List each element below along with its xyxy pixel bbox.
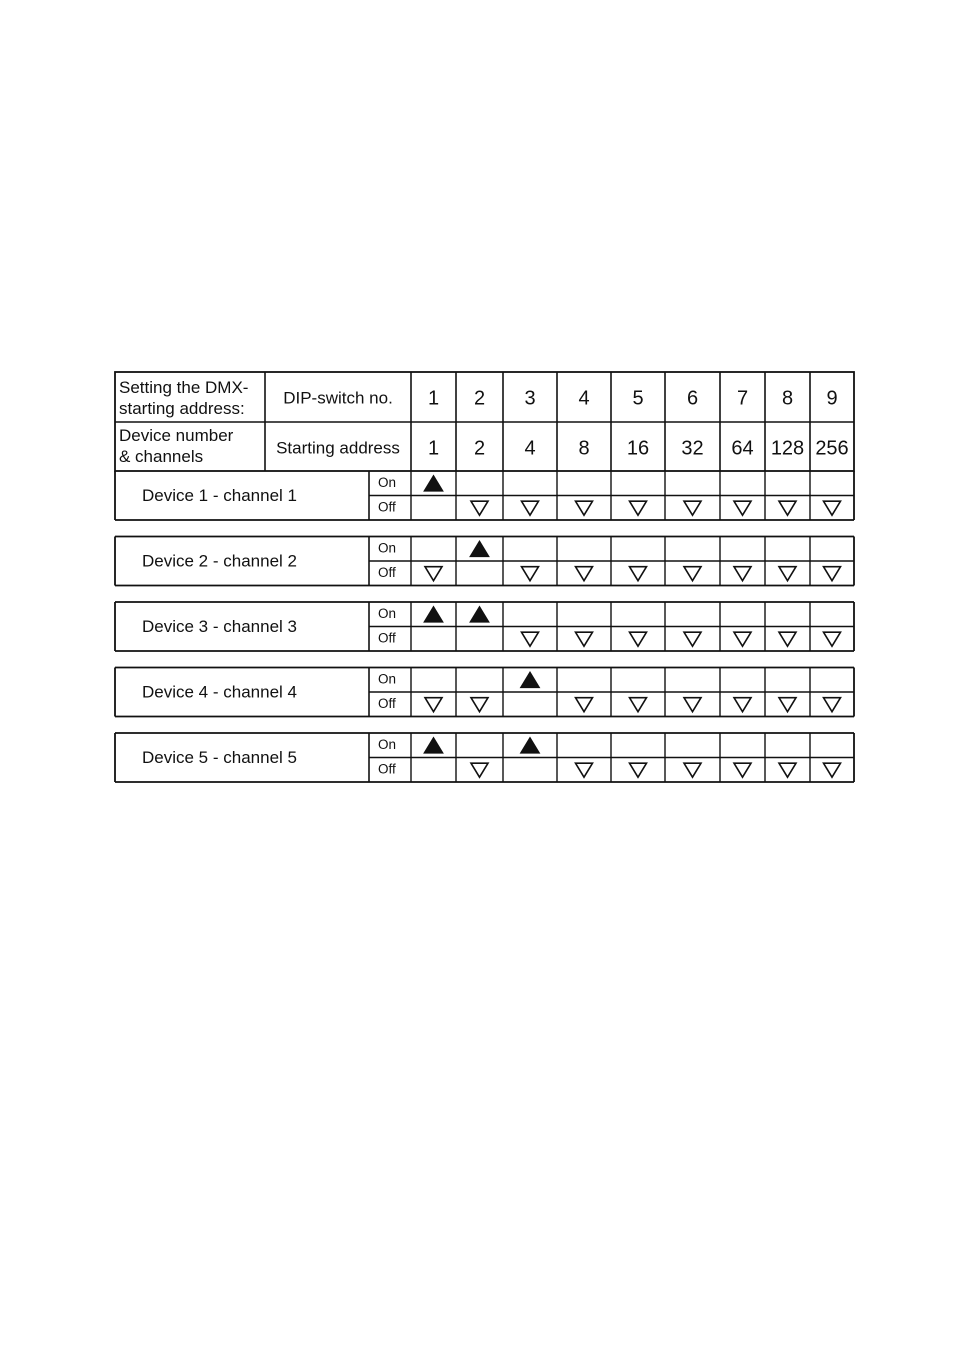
- state-label-off: Off: [378, 761, 396, 777]
- device-label: Device 5 - channel 5: [142, 747, 297, 767]
- header-dip-switch-label: DIP-switch no.: [283, 388, 393, 408]
- switch-number-3: 3: [524, 387, 536, 410]
- switch-number-6: 6: [686, 387, 699, 410]
- switch-on-icon: [424, 737, 443, 753]
- switch-off-icon: [734, 501, 751, 515]
- state-label-on: On: [378, 737, 397, 753]
- switch-off-icon: [824, 763, 841, 777]
- switch-on-icon: [470, 606, 489, 622]
- state-label-on: On: [378, 671, 397, 687]
- switch-number-5: 5: [632, 387, 644, 410]
- header-setting-label: Setting the DMX-starting address:: [119, 378, 249, 418]
- state-label-off: Off: [378, 630, 396, 646]
- state-label-on: On: [378, 606, 397, 622]
- switch-off-icon: [522, 632, 539, 646]
- start-address-64: 64: [731, 437, 754, 460]
- device-block-4: [115, 668, 854, 717]
- switch-off-icon: [630, 632, 647, 646]
- switch-off-icon: [684, 632, 701, 646]
- device-blocks: [115, 471, 854, 782]
- switch-number-2: 2: [473, 387, 486, 410]
- switch-off-icon: [779, 698, 796, 712]
- state-label-off: Off: [378, 696, 396, 712]
- switch-off-icon: [522, 501, 539, 515]
- switch-off-icon: [471, 763, 488, 777]
- device-label: Device 2 - channel 2: [142, 551, 297, 571]
- switch-off-icon: [734, 632, 751, 646]
- switch-off-icon: [824, 632, 841, 646]
- switch-off-icon: [576, 567, 593, 581]
- switch-off-icon: [734, 763, 751, 777]
- switch-on-icon: [424, 606, 443, 622]
- switch-off-icon: [576, 632, 593, 646]
- device-label: Device 3 - channel 3: [142, 616, 297, 636]
- switch-off-icon: [734, 698, 751, 712]
- switch-on-icon: [470, 541, 489, 557]
- switch-off-icon: [684, 501, 701, 515]
- switch-number-8: 8: [781, 387, 794, 410]
- switch-number-4: 4: [578, 387, 590, 410]
- start-address-32: 32: [681, 437, 704, 460]
- state-label-off: Off: [378, 565, 396, 581]
- switch-off-icon: [425, 567, 442, 581]
- switch-off-icon: [684, 567, 701, 581]
- switch-off-icon: [576, 763, 593, 777]
- switch-off-icon: [576, 698, 593, 712]
- device-block-3: [115, 602, 854, 651]
- state-label-on: On: [378, 540, 397, 556]
- switch-off-icon: [522, 567, 539, 581]
- switch-off-icon: [824, 501, 841, 515]
- switch-number-7: 7: [736, 387, 749, 410]
- switch-on-icon: [521, 737, 540, 753]
- start-address-4: 4: [524, 437, 536, 460]
- switch-off-icon: [779, 632, 796, 646]
- table-header: [115, 372, 854, 471]
- device-block-5: [115, 733, 854, 782]
- switch-off-icon: [779, 501, 796, 515]
- start-address-2: 2: [473, 437, 486, 460]
- switch-off-icon: [576, 501, 593, 515]
- start-address-128: 128: [770, 437, 805, 460]
- header-starting-address-label: Starting address: [276, 438, 400, 458]
- switch-on-icon: [424, 475, 443, 491]
- switch-off-icon: [734, 567, 751, 581]
- switch-number-1: 1: [427, 387, 440, 410]
- state-label-on: On: [378, 475, 397, 491]
- switch-off-icon: [630, 501, 647, 515]
- switch-off-icon: [471, 698, 488, 712]
- start-address-16: 16: [626, 437, 650, 460]
- switch-off-icon: [630, 567, 647, 581]
- switch-off-icon: [824, 567, 841, 581]
- switch-number-9: 9: [826, 387, 838, 410]
- switch-off-icon: [684, 763, 701, 777]
- device-block-1: [115, 471, 854, 520]
- switch-off-icon: [779, 567, 796, 581]
- switch-off-icon: [471, 501, 488, 515]
- header-device-label: Device number & channels: [119, 426, 234, 466]
- device-label: Device 4 - channel 4: [142, 682, 297, 702]
- start-address-8: 8: [578, 437, 590, 460]
- switch-on-icon: [521, 672, 540, 688]
- device-block-2: [115, 537, 854, 586]
- start-address-1: 1: [427, 437, 440, 460]
- switch-off-icon: [684, 698, 701, 712]
- switch-off-icon: [824, 698, 841, 712]
- state-label-off: Off: [378, 499, 396, 515]
- switch-off-icon: [630, 763, 647, 777]
- switch-off-icon: [630, 698, 647, 712]
- start-address-256: 256: [815, 437, 849, 460]
- switch-off-icon: [425, 698, 442, 712]
- device-label: Device 1 - channel 1: [142, 485, 297, 505]
- switch-off-icon: [779, 763, 796, 777]
